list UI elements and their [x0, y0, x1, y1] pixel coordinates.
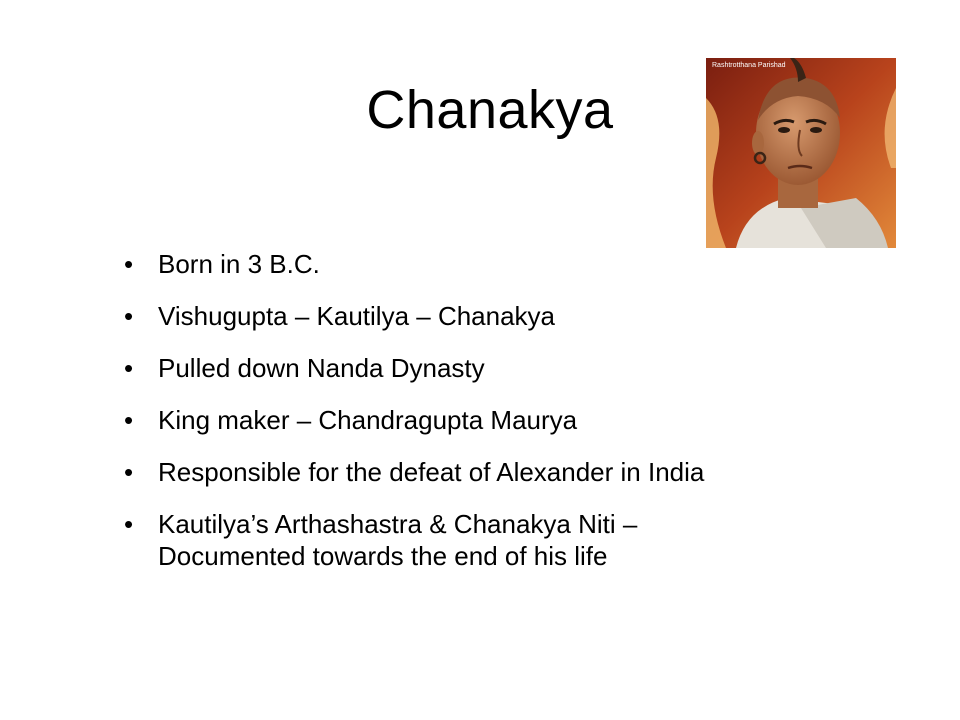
bullet-icon: • — [124, 301, 134, 331]
bullet-text: Kautilya’s Arthashastra & Chanakya Niti – — [158, 509, 638, 539]
bullet-icon: • — [124, 457, 134, 487]
bullet-text-continued: Documented towards the end of his life — [158, 541, 608, 571]
bullet-text: Responsible for the defeat of Alexander in India — [158, 457, 705, 487]
bullet-text: Born in 3 B.C. — [158, 249, 320, 279]
bullet-item — [124, 352, 904, 384]
portrait-caption: Rashtrotthana Parishad — [712, 62, 786, 69]
bullet-text: Pulled down Nanda Dynasty — [158, 353, 485, 383]
bullet-item — [124, 404, 904, 436]
bullet-icon: • — [124, 353, 134, 383]
portrait-illustration — [706, 58, 896, 248]
bullet-icon: • — [124, 249, 134, 279]
bullet-text: Vishugupta – Kautilya – Chanakya — [158, 301, 556, 331]
slide-title: Chanakya — [366, 80, 614, 140]
chanakya-portrait-image — [706, 58, 896, 248]
bullet-item — [124, 508, 904, 572]
bullet-item — [124, 300, 904, 332]
bullet-item — [124, 248, 904, 280]
bullet-icon: • — [124, 509, 134, 539]
bullet-list — [124, 248, 904, 592]
bullet-text: King maker – Chandragupta Maurya — [158, 405, 578, 435]
bullet-item — [124, 456, 904, 488]
bullet-icon: • — [124, 405, 134, 435]
